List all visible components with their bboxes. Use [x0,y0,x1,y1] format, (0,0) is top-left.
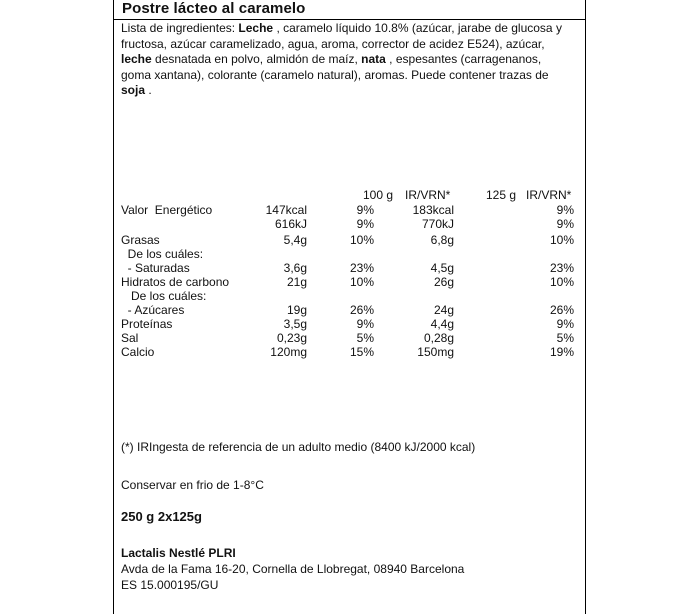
nutrition-row [121,331,581,346]
ir-percent-125g: 10% [549,275,574,289]
value-125g: 26g [433,275,454,289]
ingredient-text: desnatada en polvo, almidón de maíz, [151,52,362,66]
nutrition-row [121,233,581,248]
ir-percent-100g: 10% [349,275,374,289]
ir-percent-100g: 5% [356,331,374,345]
registration-code: ES 15.000195/GU [121,578,219,592]
nutrition-row [121,345,581,360]
value-100g: 21g [286,275,307,289]
ir-percent-100g: 23% [349,261,374,275]
value-100g: 19g [286,303,307,317]
nutrient-label: Calcio [121,345,155,359]
ir-percent-125g: 5% [556,331,574,345]
ir-percent-100g: 15% [349,345,374,359]
nutrient-label: Valor Energético [121,203,213,217]
nutrition-row [121,303,581,318]
value-125g: 6,8g [430,233,454,247]
value-100g: 3,5g [283,317,307,331]
ir-percent-125g: 10% [549,233,574,247]
value-125g: 0,28g [423,331,454,345]
company-name: Lactalis Nestlé PLRI [121,546,236,560]
value-100g: 3,6g [283,261,307,275]
value-125g: 770kJ [421,217,454,231]
nutrition-row [121,289,581,304]
nutrient-label: Grasas [121,233,160,247]
col-header-100g: 100 g [363,188,394,202]
nutrient-label: - Saturadas [121,261,190,275]
value-125g: 183kcal [412,203,454,217]
ingredient-text: . [145,83,152,97]
col-header-ir-2: IR/VRN* [526,188,572,202]
allergen-highlight: Leche [238,21,274,35]
nutrition-row [121,203,581,218]
nutrient-label: - Azúcares [121,303,185,317]
ir-percent-100g: 9% [356,317,374,331]
value-125g: 150mg [417,345,454,359]
ir-percent-125g: 26% [549,303,574,317]
ir-percent-125g: 19% [549,345,574,359]
value-125g: 24g [433,303,454,317]
col-header-ir-1: IR/VRN* [405,188,451,202]
nutrition-row [121,317,581,332]
title-divider [113,19,586,20]
nutrition-row [121,217,581,232]
storage-instructions: Conservar en frio de 1-8°C [121,478,264,492]
nutrition-row [121,261,581,276]
nutrient-label: Hidratos de carbono [121,275,230,289]
ingredient-text: , caramelo líquido 10.8% (azúcar, jarabe de glucosa y fructosa, azúcar caramelizado, agua, aroma, corrector de acidez E524), azúcar, [121,21,562,51]
nutrient-label: Sal [121,331,139,345]
net-weight: 250 g 2x125g [121,509,202,524]
ir-percent-125g: 9% [556,217,574,231]
ir-percent-100g: 9% [356,203,374,217]
footnote: (*) IRIngesta de referencia de un adulto medio (8400 kJ/2000 kcal) [121,440,476,454]
ir-percent-125g: 23% [549,261,574,275]
allergen-highlight: nata [361,52,386,66]
company-address: Avda de la Fama 16-20, Cornella de Llobregat, 08940 Barcelona [121,562,465,576]
value-100g: 147kcal [265,203,307,217]
value-125g: 4,5g [430,261,454,275]
col-header-125g: 125 g [486,188,517,202]
nutrient-label: Proteínas [121,317,173,331]
allergen-highlight: leche [121,52,152,66]
product-title: Postre lácteo al caramelo [122,0,306,17]
nutrition-row [121,275,581,290]
ir-percent-125g: 9% [556,317,574,331]
ingredient-text: , espesantes (carragenanos, goma xantana), colorante (caramelo natural), aromas. Puede contener trazas de [121,52,549,82]
value-125g: 4,4g [430,317,454,331]
value-100g: 120mg [270,345,307,359]
allergen-highlight: soja [121,83,146,97]
value-100g: 616kJ [274,217,307,231]
ir-percent-125g: 9% [556,203,574,217]
nutrient-label: De los cuáles: [121,289,207,303]
value-100g: 5,4g [283,233,307,247]
ingredients-list [121,21,571,99]
value-100g: 0,23g [276,331,307,345]
ingredient-text: Lista de ingredientes: [121,21,239,35]
ir-percent-100g: 26% [349,303,374,317]
nutrient-label: De los cuáles: [121,247,204,261]
ir-percent-100g: 9% [356,217,374,231]
nutrition-row [121,247,581,262]
ir-percent-100g: 10% [349,233,374,247]
